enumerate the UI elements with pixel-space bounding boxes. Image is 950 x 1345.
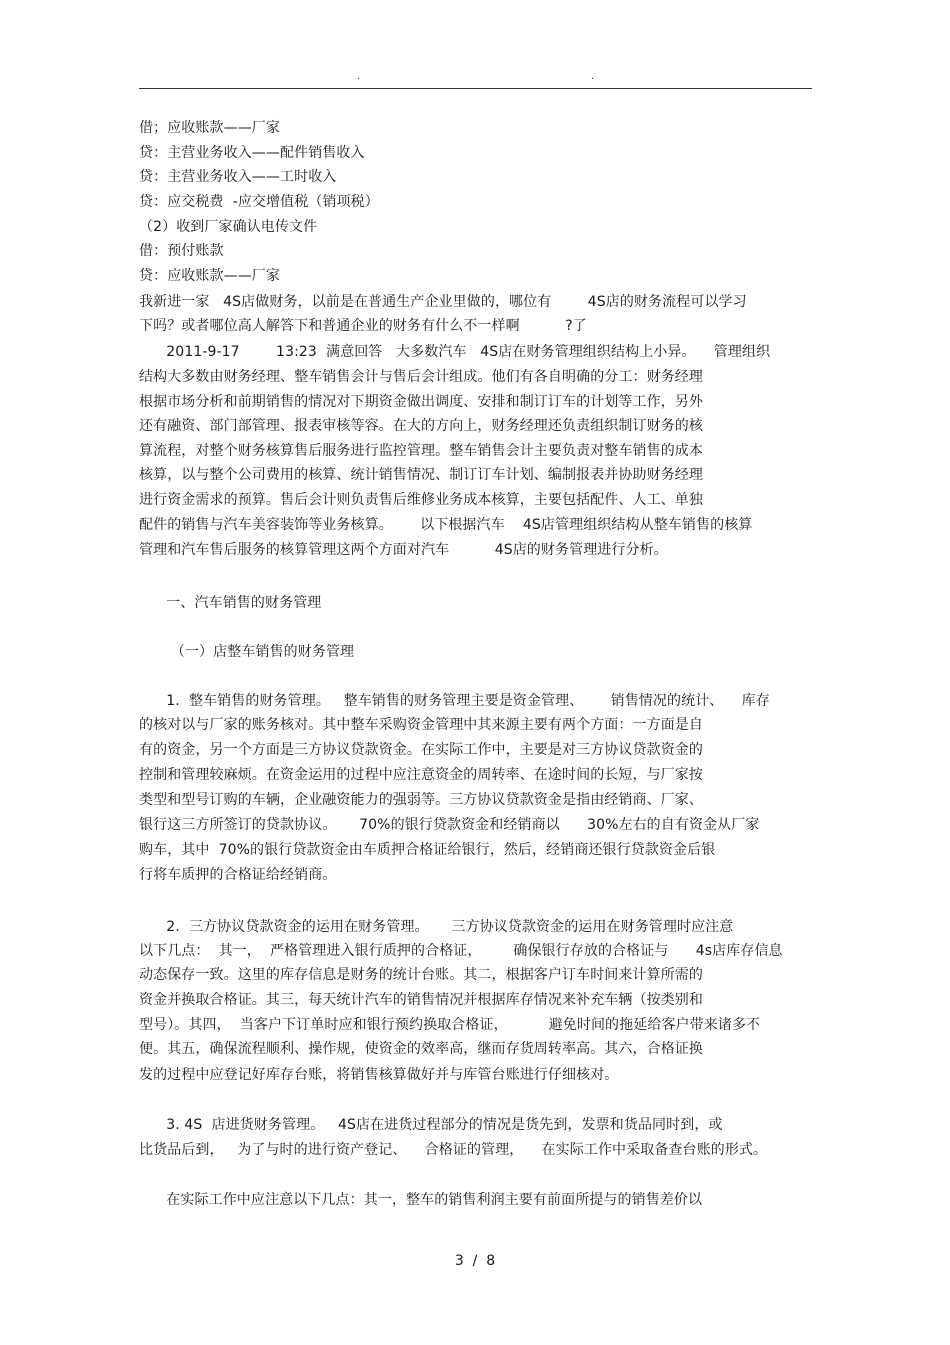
header-rule: [139, 88, 812, 89]
text-line: 算流程，对整个财务核算售后服务进行监控管理。整车销售会计主要负责对整车销售的成本: [139, 443, 703, 459]
text-line: 我新进一家 4S店做财务，以前是在普通生产企业里做的，哪位有 4S店的财务流程可以学习: [139, 294, 747, 310]
text-line: 下吗？或者哪位高人解答下和普通企业的财务有什么不一样啊 ?了: [139, 318, 587, 334]
text-line: 行将车质押的合格证给经销商。: [139, 867, 337, 883]
text-line: 发的过程中应登记好库存台账，将销售核算做好并与库管台账进行仔细核对。: [139, 1067, 619, 1083]
text-line: 有的资金，另一个方面是三方协议贷款资金。在实际工作中，主要是对三方协议贷款资金的: [139, 742, 703, 758]
text-line: 便。其五，确保流程顺利、操作规，使资金的效率高，继而存货周转率高。其六，合格证换: [139, 1041, 703, 1057]
text-line: 在实际工作中应注意以下几点：其一，整车的销售利润主要有前面所提与的销售差价以: [139, 1192, 703, 1208]
text-line: 型号）。其四， 当客户下订单时应和银行预约换取合格证， 避免时间的拖延给客户带来诸多不: [139, 1017, 761, 1033]
text-line: 借：预付账款: [139, 243, 224, 259]
text-line: 结构大多数由财务经理、整车销售会计与售后会计组成。他们有各自明确的分工：财务经理: [139, 369, 703, 385]
text-line: 根据市场分析和前期销售的情况对下期资金做出调度、安排和制订订车的计划等工作，另外: [139, 394, 703, 410]
text-line: 比货品后到， 为了与时的进行资产登记、 合格证的管理， 在实际工作中采取备查台账的形式。: [139, 1142, 768, 1158]
text-line: 配件的销售与汽车美容装饰等业务核算。 以下根据汽车 4S店管理组织结构从整车销售的核算: [139, 517, 753, 533]
text-line: 资金并换取合格证。其三，每天统计汽车的销售情况并根据库存情况来补充车辆（按类别和: [139, 992, 703, 1008]
text-line: 动态保存一致。这里的库存信息是财务的统计台账。其二，根据客户订车时间来计算所需的: [139, 967, 703, 983]
text-line: 2. 三方协议贷款资金的运用在财务管理。 三方协议贷款资金的运用在财务管理时应注意: [139, 919, 734, 935]
section-heading: 一、汽车销售的财务管理: [139, 595, 322, 611]
text-line: 以下几点： 其一， 严格管理进入银行质押的合格证， 确保银行存放的合格证与 4s店库存信息: [139, 943, 783, 959]
text-line: 控制和管理较麻烦。在资金运用的过程中应注意资金的周转率、在途时间的长短，与厂家按: [139, 767, 703, 783]
text-line: （2）收到厂家确认电传文件: [139, 219, 318, 235]
text-line: 的核对以与厂家的账务核对。其中整车采购资金管理中其来源主要有两个方面：一方面是自: [139, 717, 703, 733]
text-line: 贷：主营业务收入——工时收入: [139, 169, 337, 185]
text-line: 3. 4S 店进货财务管理。 4S店在进货过程部分的情况是货先到，发票和货品同时到，或: [139, 1117, 723, 1133]
text-line: 进行资金需求的预算。售后会计则负责售后维修业务成本核算，主要包括配件、人工、单独: [139, 492, 703, 508]
text-line: 购车，其中 70%的银行贷款资金由车质押合格证给银行，然后，经销商还银行贷款资金后银: [139, 842, 716, 858]
text-line: 贷：应收账款——厂家: [139, 268, 280, 284]
header-dot-left: .: [357, 71, 361, 82]
text-line: 管理和汽车售后服务的核算管理这两个方面对汽车 4S店的财务管理进行分析。: [139, 542, 668, 558]
text-line: 银行这三方所签订的贷款协议。 70%的银行贷款资金和经销商以 30%左右的自有资金从厂家: [139, 817, 760, 833]
text-line: 2011-9-17 13:23 满意回答 大多数汽车 4S店在财务管理组织结构上小异。 管理组织: [139, 344, 771, 360]
text-line: 借；应收账款——厂家: [139, 120, 280, 136]
page-number: 3 / 8: [454, 1253, 496, 1269]
text-line: 1. 整车销售的财务管理。 整车销售的财务管理主要是资金管理、 销售情况的统计、 库存: [139, 693, 770, 709]
text-line: 还有融资、部门部管理、报表审核等容。在大的方向上，财务经理还负责组织制订财务的核: [139, 418, 703, 434]
subsection-heading: （一）店整车销售的财务管理: [139, 644, 355, 660]
text-line: 贷：主营业务收入——配件销售收入: [139, 145, 365, 161]
text-line: 核算，以与整个公司费用的核算、统计销售情况、制订订车计划、编制报表并协助财务经理: [139, 467, 703, 483]
text-line: 贷：应交税费 -应交增值税（销项税）: [139, 194, 379, 210]
header-dot-right: .: [591, 71, 595, 82]
text-line: 类型和型号订购的车辆，企业融资能力的强弱等。三方协议贷款资金是指由经销商、厂家、: [139, 792, 703, 808]
